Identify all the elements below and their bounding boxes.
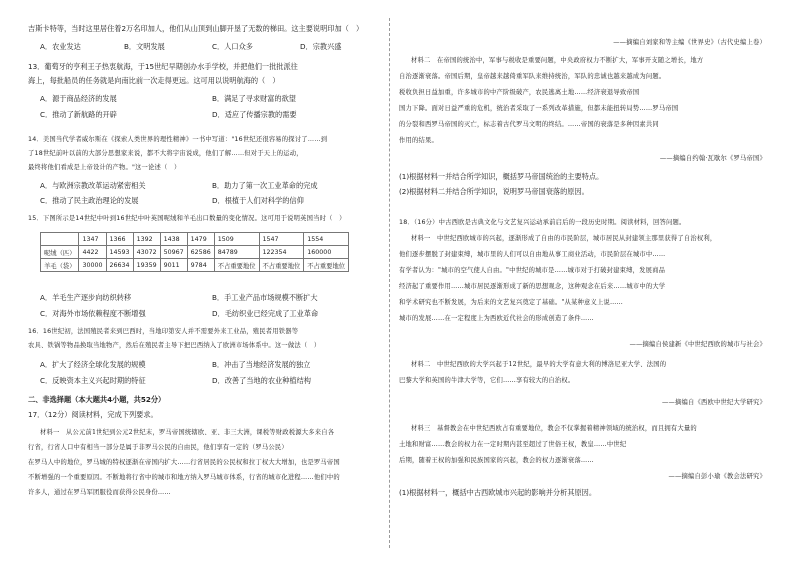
q14-stem-3: 最终将他们看成是上帝设计的产物。"这一论述（ ） <box>28 164 181 171</box>
table-row <box>41 246 349 259</box>
q18-material-3-line: 材料三 基督教会在中世纪西欧占有重要地位，教会不仅掌握着精神领域的统治权，而且拥有大量的 <box>411 425 697 432</box>
table-cell: 不占重要地位 <box>214 259 259 272</box>
table-cell: 1554 <box>304 233 349 246</box>
q13-stem-1: 13．葡萄牙的亨利王子热衷航海，于15世纪早期创办水手学校，并把他们一批批派往 <box>28 62 298 71</box>
q17-material-2-line: 作用的结果。 <box>399 137 438 144</box>
table-cell: 9784 <box>187 259 214 272</box>
q17-material-2-line: 自治逐渐衰落。帝国后期，皇帝越来越倚重军队来维持统治，军队的忠诚也越来越成为问题。 <box>399 73 666 80</box>
q18-material-1-line: 有学者认为："城市的空气使人自由。"中世纪的城市是……城市对于打破封建束缚，发展商品 <box>399 267 666 274</box>
table-cell: 1479 <box>187 233 214 246</box>
q18-material-1-line: 城市的发展……在一定程度上为西欧近代社会的形成创造了条件…… <box>399 315 594 322</box>
q14-option-a[interactable]: A．与欧洲宗教改革运动紧密相关 <box>40 181 146 190</box>
table-cell: 122354 <box>259 246 304 259</box>
table-row <box>41 233 349 246</box>
table-cell: 不占重要地位 <box>259 259 304 272</box>
q14-stem-1: 14．美国当代学者威尔斯在《探索人类世界的理性精神》一书中写道："16世纪还很容易的探讨了……到 <box>28 136 328 143</box>
column-divider <box>389 18 390 548</box>
q17-material-1-line: 不断增强的一个重要原因。不断地将行省中的城市和地方纳入罗马城市体系，行省的城市化进程……他们中的 <box>28 474 340 481</box>
table-cell: 14593 <box>106 246 133 259</box>
source-citation: ——摘编自约翰·瓦歇尔《罗马帝国》 <box>659 155 766 162</box>
table-cell: 不占重要地位 <box>304 259 349 272</box>
source-citation: ——摘编自刘家和等主编《世界史》（古代史编上卷） <box>613 39 766 46</box>
q15-stem: 15．下图所示是14世纪中叶到16世纪中叶英国呢绒和羊毛出口数量的变化情况。这可用于说明英国当时（ ） <box>28 215 346 222</box>
table-cell: 43072 <box>133 246 160 259</box>
q16-option-a[interactable]: A．扩大了经济全球化发展的规模 <box>40 360 146 369</box>
table-cell: 62586 <box>187 246 214 259</box>
q13-option-b[interactable]: B．满足了寻求财富的欲望 <box>212 94 296 103</box>
table-cell: 84789 <box>214 246 259 259</box>
q17-material-2-line: 的分裂和西罗马帝国的灭亡，标志着古代罗马文明的终结。……帝国的衰落是多种因素共同 <box>399 121 659 128</box>
q17-material-1-line: 在罗马人中的地位，罗马城的特权逐渐在帝国内扩大……行省居民的公民权和拉丁权大大增加，也是罗马帝国 <box>28 459 340 466</box>
q18-question-1: (1)根据材料一，概括中古西欧城市兴起的影响并分析其原因。 <box>399 488 597 497</box>
source-citation: ——摘编自《西欧中世纪大学研究》 <box>662 399 766 406</box>
q18-material-2-line: 巴黎大学和英国的牛津大学等，它们……享有较大的自治权。 <box>399 377 575 384</box>
q15-option-a[interactable]: A．羊毛生产逐步向纺织转移 <box>40 293 132 302</box>
q17-material-2-line: 国力下降。面对日益严重的危机，统治者采取了一系列改革措施，但都未能扭转局势……罗马帝国 <box>399 105 679 112</box>
table-cell: 1347 <box>79 233 106 246</box>
q16-option-d[interactable]: D．改善了当地的农业种植结构 <box>212 376 311 385</box>
table-cell: 9011 <box>160 259 187 272</box>
q14-option-d[interactable]: D．根植于人们对科学的信仰 <box>212 196 304 205</box>
q17-material-1-line: 行省，行省人口中有相当一部分是属于非罗马公民的自由民，他们享有一定的（罗马公民） <box>28 444 288 451</box>
q18-material-1-line: 他们逐步摆脱了封建束缚，城市里的人们可以自由地从事工商业活动，市民阶层在城市中…… <box>399 251 666 258</box>
table-cell: 4422 <box>79 246 106 259</box>
table-row <box>41 259 349 272</box>
q13-stem-2: 海上，每批船员的任务就是向南比前一次走得更远。这可用以说明航海的（ ） <box>28 76 280 85</box>
table-cell: 50967 <box>160 246 187 259</box>
q13-option-c[interactable]: C．推动了新航路的开辟 <box>40 110 117 119</box>
q18-material-1-line: 材料一 中世纪西欧城市的兴起，逐渐形成了自由的市民阶层，城市居民从封建领主那里获得了自治权利， <box>411 235 717 242</box>
q14-option-c[interactable]: C．推动了民主政治理论的发展 <box>40 196 139 205</box>
source-citation: ——摘编自侯建新《中世纪西欧的城市与社会》 <box>629 341 766 348</box>
q17-question-1: (1)根据材料一并结合所学知识，概括罗马帝国统治的主要特点。 <box>399 172 604 181</box>
table-cell: 1392 <box>133 233 160 246</box>
q17-question-2: (2)根据材料二并结合所学知识，说明罗马帝国衰落的原因。 <box>399 187 589 196</box>
q14-stem-2: 了18世纪前叶以前的大部分思想家来说，都不大将宇宙说成，他们了解……但对于天上的运动， <box>28 150 303 157</box>
q16-option-b[interactable]: B．冲击了当地经济发展的独立 <box>212 360 311 369</box>
q18-material-1-line: 和学术研究也不断发展，为后来的文艺复兴奠定了基础。"从某种意义上说…… <box>399 299 623 306</box>
q18-material-3-line: 土地和财富……教会的权力在一定时期内甚至超过了世俗王权，教皇……中世纪 <box>399 441 627 448</box>
q18-stem: 18．（16分）中古西欧是古典文化与文艺复兴运动承前启后的一段历史时期。阅读材料，回答问题。 <box>399 219 686 226</box>
table-cell: 呢绒（匹） <box>41 246 79 259</box>
q16-stem-2: 农具、铁锅等物品换取当地物产，然后在殖民者主导下把巴西纳入了欧洲市场体系中。这一做法（ ） <box>28 342 321 349</box>
export-table <box>40 232 349 272</box>
q16-stem-1: 16．16世纪初，法国殖民者来到巴西时，当地印第安人并不需要外来工业品，殖民者用铁器等 <box>28 328 299 335</box>
q13-option-d[interactable]: D．适应了传播宗教的需要 <box>212 110 297 119</box>
q12-option-c[interactable]: C．人口众多 <box>212 42 253 51</box>
q13-option-a[interactable]: A．源于商品经济的发展 <box>40 94 117 103</box>
q18-material-2-line: 材料二 中世纪西欧的大学兴起于12世纪，最早的大学有意大利的博洛尼亚大学、法国的 <box>411 361 667 368</box>
q15-option-d[interactable]: D．毛纺织业已经完成了工业革命 <box>212 309 319 318</box>
section-heading: 二、非选择题（本大题共4小题，共52分） <box>28 395 166 404</box>
q17-material-1-line: 材料一 从公元前1世纪到公元2世纪末，罗马帝国统辖欧、亚、非三大洲，课税等财政税源大多来自各 <box>40 429 335 436</box>
q17-material-2-line: 材料二 在帝国的统治中，军事与税收是重要问题，中央政府权力不断扩大，军事开支随之增长，地方 <box>411 57 704 64</box>
q16-option-c[interactable]: C．反映资本主义兴起时期的特征 <box>40 376 146 385</box>
q14-option-b[interactable]: B．助力了第一次工业革命的完成 <box>212 181 318 190</box>
q17-material-1-line: 许多人，通过在罗马军团服役而获得公民身份…… <box>28 489 171 496</box>
q12-option-a[interactable]: A．农业发达 <box>40 42 81 51</box>
table-cell: 1438 <box>160 233 187 246</box>
q15-option-b[interactable]: B．手工业产品市场规模不断扩大 <box>212 293 318 302</box>
table-cell: 26634 <box>106 259 133 272</box>
table-cell: 30000 <box>79 259 106 272</box>
table-cell: 1366 <box>106 233 133 246</box>
table-cell: 1509 <box>214 233 259 246</box>
table-cell <box>41 233 79 246</box>
table-cell: 羊毛（袋） <box>41 259 79 272</box>
table-cell: 19359 <box>133 259 160 272</box>
source-citation: ——摘编自彭小瑜《教会法研究》 <box>668 473 766 480</box>
q17-material-2-line: 税收负担日益加重，许多城市的中产阶级破产，农民逃离土地……经济衰退导致帝国 <box>399 89 640 96</box>
table-cell: 1547 <box>259 233 304 246</box>
q12-stem: 吉斯卡特等，当时这里居住着2万名印加人，他们从山顶到山脚开垦了无数的梯田。这主要说明印加（ ） <box>28 24 364 33</box>
q15-option-c[interactable]: C．对海外市场依赖程度不断增强 <box>40 309 146 318</box>
q17-stem: 17．（12分）阅读材料，完成下列要求。 <box>28 410 158 419</box>
table-cell: 160000 <box>304 246 349 259</box>
q18-material-3-line: 后期，随着王权的加强和民族国家的兴起，教会的权力逐渐衰落…… <box>399 457 594 464</box>
q12-option-b[interactable]: B．文明发展 <box>124 42 165 51</box>
q18-material-1-line: 经济起了重要作用……城市居民逐渐形成了新的思想观念，这种观念在后来……城市中的大学 <box>399 283 666 290</box>
q12-option-d[interactable]: D．宗教兴盛 <box>300 42 342 51</box>
